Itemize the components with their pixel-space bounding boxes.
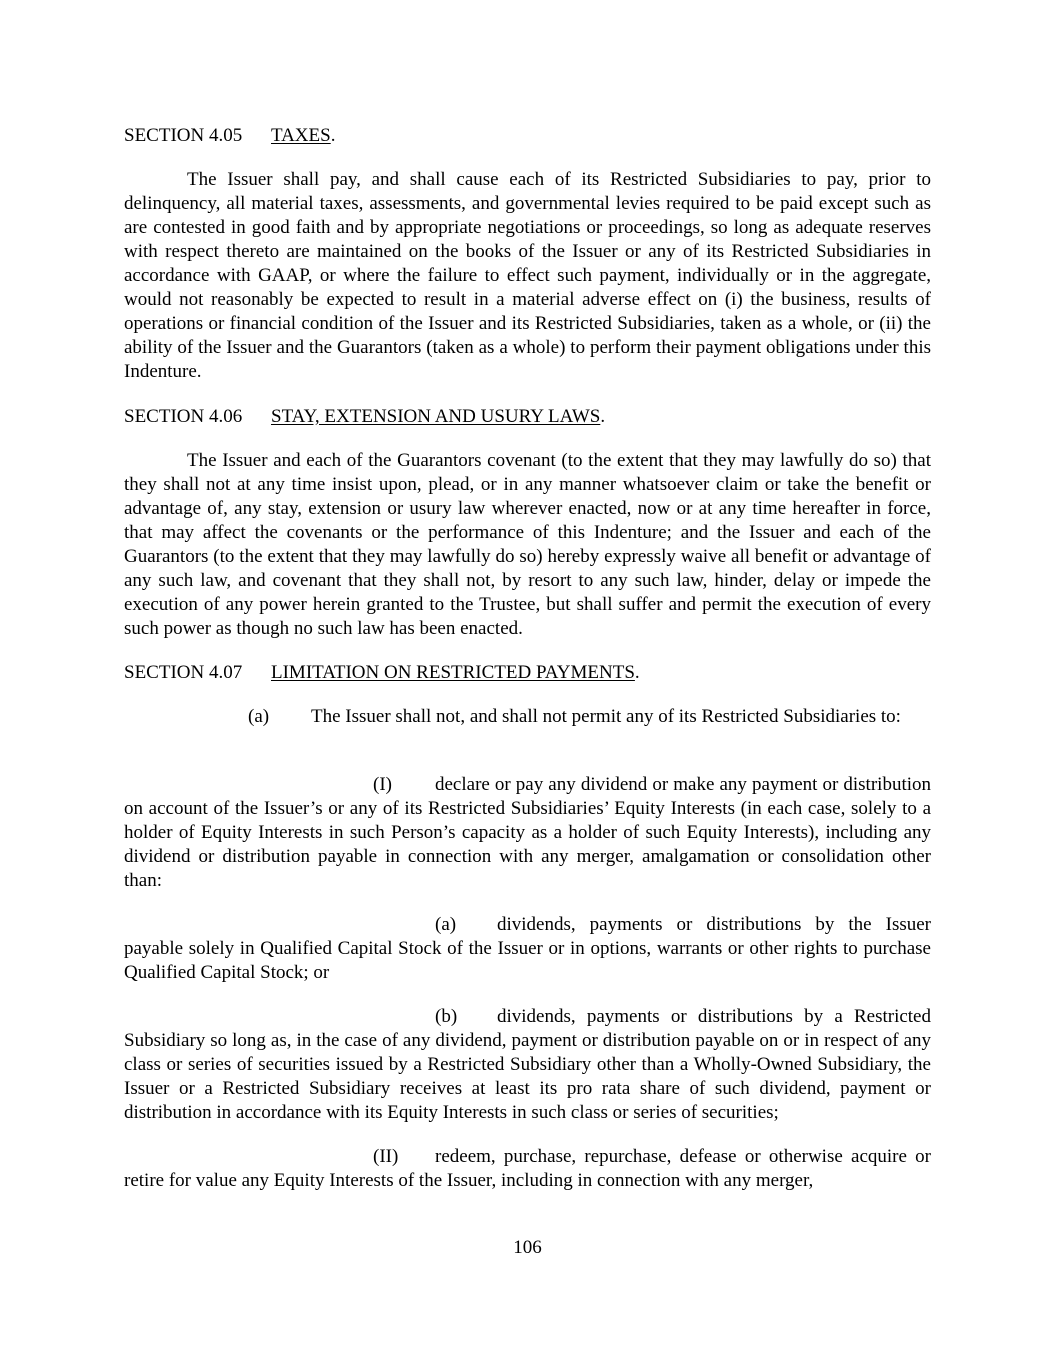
section-number: SECTION 4.07: [124, 662, 243, 683]
sub-clause-a-label: (a): [435, 914, 457, 935]
section-number: SECTION 4.05: [124, 125, 243, 146]
clause-I-text: declare or pay any dividend or make any payment or distribution on account of the Issuer’s or any of its Restricted Subsidiaries’ Equity Interests (in each case, solely to a holder of Equity Interests in such Person’s capacity as a holder of such Equity Interests), including any dividend or distribution payable in connection with any merger, amalgamation or consolidation other than:: [124, 774, 931, 891]
document-page: [124, 124, 931, 1193]
clause-II-label: (II): [373, 1146, 399, 1167]
sub-clause-b-label: (b): [435, 1006, 458, 1027]
section-heading-4-06: [124, 405, 931, 429]
section-heading-4-05: [124, 124, 931, 148]
clause-II-paragraph: [124, 1145, 931, 1193]
sub-clause-a-paragraph: [124, 913, 931, 985]
sub-clause-b-paragraph: [124, 1005, 931, 1125]
section-title-suffix: .: [634, 662, 640, 683]
section-body-4-06: The Issuer and each of the Guarantors covenant (to the extent that they may lawfully do so) that they shall not at any time insist upon, plead, or in any manner whatsoever claim or take the benefit or advantage of, any stay, extension or usury law wherever enacted, now or at any time hereafter in force, that may affect the covenants or the performance of this Indenture; and the Issuer and each of the Guarantors (to the extent that they may lawfully do so) hereby expressly waive all benefit or advantage of any such law, and covenant that they shall not, by resort to any such law, hinder, delay or impede the execution of any power herein granted to the Trustee, but shall suffer and permit the execution of every such power as though no such law has been enacted.: [124, 450, 931, 639]
clause-a-text: The Issuer shall not, and shall not permit any of its Restricted Subsidiaries to:: [311, 706, 901, 727]
section-title: LIMITATION ON RESTRICTED PAYMENTS: [271, 662, 635, 683]
section-title: TAXES: [271, 125, 331, 146]
section-number: SECTION 4.06: [124, 406, 243, 427]
sub-clause-b-text: dividends, payments or distributions by a Restricted Subsidiary so long as, in the case of any dividend, payment or distribution payable on or in respect of any class or series of securities issued by a Restricted Subsidiary other than a Wholly-Owned Subsidiary, the Issuer or a Restricted Subsidiary receives at least its pro rata share of such dividend, payment or distribution in accordance with its Equity Interests in such class or series of securities;: [124, 1006, 931, 1123]
section-title-suffix: .: [330, 125, 336, 146]
clause-a-paragraph: [124, 705, 931, 729]
section-body-4-05: The Issuer shall pay, and shall cause each of its Restricted Subsidiaries to pay, prior to delinquency, all material taxes, assessments, and governmental levies required to be paid except such as are contested in good faith and by appropriate negotiations or proceedings, so long as adequate reserves with respect thereto are maintained on the books of the Issuer or any of its Restricted Subsidiaries in accordance with GAAP, or where the failure to effect such payment, individually or in the aggregate, would not reasonably be expected to result in a material adverse effect on (i) the business, results of operations or financial condition of the Issuer and its Restricted Subsidiaries, taken as a whole, or (ii) the ability of the Issuer and the Guarantors (taken as a whole) to perform their payment obligations under this Indenture.: [124, 169, 931, 382]
clause-I-label: (I): [373, 774, 392, 795]
clause-a-label: (a): [248, 706, 270, 727]
page-number: 106: [513, 1237, 542, 1258]
clause-I-paragraph: [124, 773, 931, 893]
section-heading-4-07: [124, 661, 931, 685]
section-title: STAY, EXTENSION AND USURY LAWS: [271, 406, 601, 427]
sub-clause-a-text: dividends, payments or distributions by the Issuer payable solely in Qualified Capital Stock of the Issuer or in options, warrants or other rights to purchase Qualified Capital Stock; or: [124, 914, 931, 983]
clause-II-text: redeem, purchase, repurchase, defease or otherwise acquire or retire for value any Equity Interests of the Issuer, including in connection with any merger,: [124, 1146, 931, 1191]
section-title-suffix: .: [600, 406, 606, 427]
